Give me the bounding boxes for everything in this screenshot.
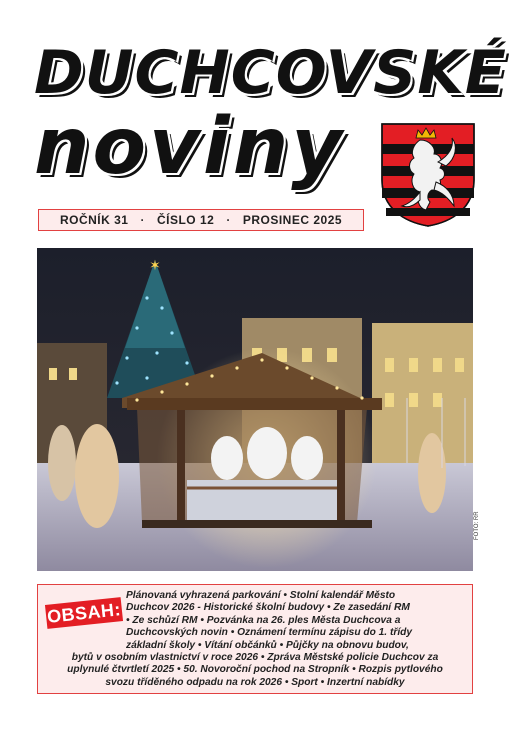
svg-text:✶: ✶ — [149, 258, 161, 274]
photo-credit: FOTO: RR — [474, 511, 480, 540]
issue-number: ČÍSLO 12 — [156, 213, 215, 227]
contents-line: Duchcovských novin • Oznámení termínu zápisu do 1. třídy — [126, 627, 413, 639]
contents-line: uplynulé čtvrtletí 2025 • 50. Novoroční pochod na Stropník • Rozpis pytlového — [67, 664, 443, 676]
separator-dot: · — [140, 213, 145, 227]
issue-volume: ROČNÍK 31 — [59, 213, 129, 227]
separator-dot: · — [226, 213, 231, 227]
issue-date: PROSINEC 2025 — [242, 213, 343, 227]
contents-label: OBSAH: — [45, 597, 123, 629]
contents-box — [37, 584, 473, 694]
lion-coat-of-arms-icon — [380, 122, 476, 228]
masthead-title-line2: noviny — [34, 102, 346, 192]
masthead-title-line1: DUCHCOVSKÉ — [34, 38, 507, 108]
issue-info-bar — [38, 209, 364, 231]
contents-line: • Ze schůzí RM • Pozvánka na 26. ples Města Duchcova a — [126, 614, 401, 626]
contents-line: svozu tříděného odpadu na rok 2026 • Sport • Inzertní nabídky — [105, 676, 405, 688]
contents-line: základní školy • Vítání občánků • Půjčky na obnovu budov, — [126, 639, 409, 651]
contents-line: bytů v osobním vlastnictví v roce 2026 • Zpráva Městské policie Duchcov za — [71, 652, 439, 664]
contents-line: Duchcov 2026 - Historické školní budovy • Ze zasedání RM — [126, 602, 410, 614]
contents-line: Plánovaná vyhrazená parkování • Stolní kalendář Město — [126, 590, 396, 601]
cover-photo — [37, 248, 473, 571]
